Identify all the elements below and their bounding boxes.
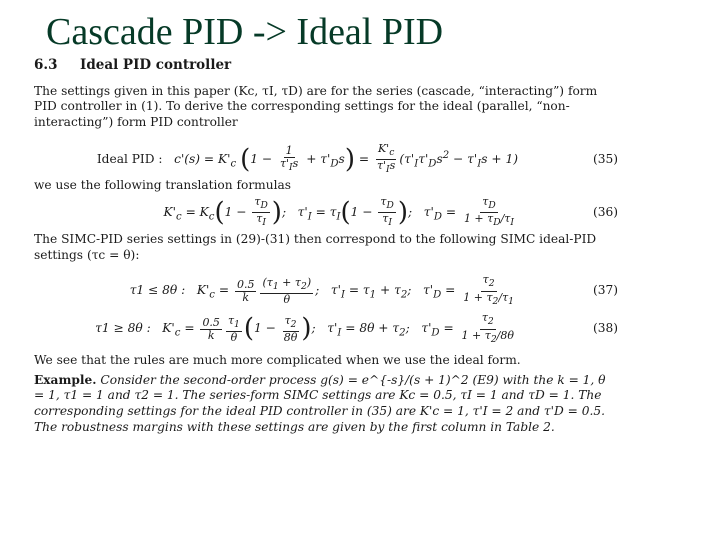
intro-paragraph: The settings given in this paper (Kc, τI, τD) are for the series (cascade, “interacting”) form PID controller in (1). To derive the corresponding settings for the ideal (parallel, “non-interacting”) form PID controller <box>34 83 598 129</box>
eq36-tag: (36) <box>592 205 618 220</box>
eq38-condition: τ1 ≥ 8θ : <box>95 321 151 336</box>
example-label: Example. <box>34 372 97 387</box>
equation-36: $K'_c = K_c(1$ − $\frac{\tau_D}{\tau_I}$ ); $\tau'_I = \tau_I(1$ − $\frac{\tau_D}{\tau_I}$ ); $\tau'_D$ = $\frac{\tau_D}{1 + \tau_D/\tau_I}$ (36) <box>163 195 618 229</box>
complicated-text: We see that the rules are much more complicated when we use the ideal form. <box>34 353 521 368</box>
eq37-tag: (37) <box>592 283 618 298</box>
slide-title: Cascade PID -> Ideal PID <box>46 11 444 53</box>
equation-38: τ1 ≥ 8θ : $K'_c$ = $\frac{0.5}{k}$ $\frac{\tau_1}{\theta}$ (1 − $\frac{\tau_2}{8\theta}$ ); $\tau'_I = 8\theta + \tau_2$; $\tau'_D$ = $\frac{\tau_2}{1 + \tau_2/8\theta}$ (38) <box>95 311 618 345</box>
section-number: 6.3 <box>34 57 58 73</box>
example-paragraph <box>34 373 618 435</box>
eq38-tag: (38) <box>592 321 618 336</box>
eq37-condition: τ1 ≤ 8θ : <box>129 283 186 298</box>
section-title: Ideal PID controller <box>80 57 232 73</box>
simc-paragraph: The SIMC-PID series settings in (29)-(31) then correspond to the following SIMC ideal-PID settings (τc = θ): <box>34 231 597 262</box>
eq35-lhs: Ideal PID : <box>96 151 163 166</box>
section-heading <box>34 58 618 74</box>
equation-37: τ1 ≤ 8θ : $K'_c$ = $\frac{0.5}{k}$ $\frac{(\tau_1 + \tau_2)}{\theta}$ ; $\tau'_I = \tau_1 + \tau_2$; $\tau'_D$ = $\frac{\tau_2}{1 + \tau_2/\tau_1}$ (37) <box>129 273 618 307</box>
document-body <box>34 58 618 435</box>
example-text: Consider the second-order process g(s) = e^{-s}/(s + 1)^2 (E9) with the k = 1, θ = 1, τ1 = 1 and τ2 = 1. The series-form SIMC settings are Kc = 0.5, τI = 1 and τD = 1. The corresponding settings for the ideal PID controller in (35) are K'c = 1, τ'I = 2 and τ'D = 0.5. The robustness margins with these settings are given by the first column in Table 2. <box>34 372 606 434</box>
eq35-tag: (35) <box>592 151 618 166</box>
translation-text: we use the following translation formulas <box>34 178 291 193</box>
equation-35: Ideal PID : $c'(s) = K'_c$ (1 − $\frac{1}{\tau'_Is}$ + $\tau'_Ds$) = $\frac{K'_c}{\tau'_Is}$ $(\tau'_I\tau'_Ds^2 - \tau'_Is + 1)$ (35) <box>96 141 618 176</box>
